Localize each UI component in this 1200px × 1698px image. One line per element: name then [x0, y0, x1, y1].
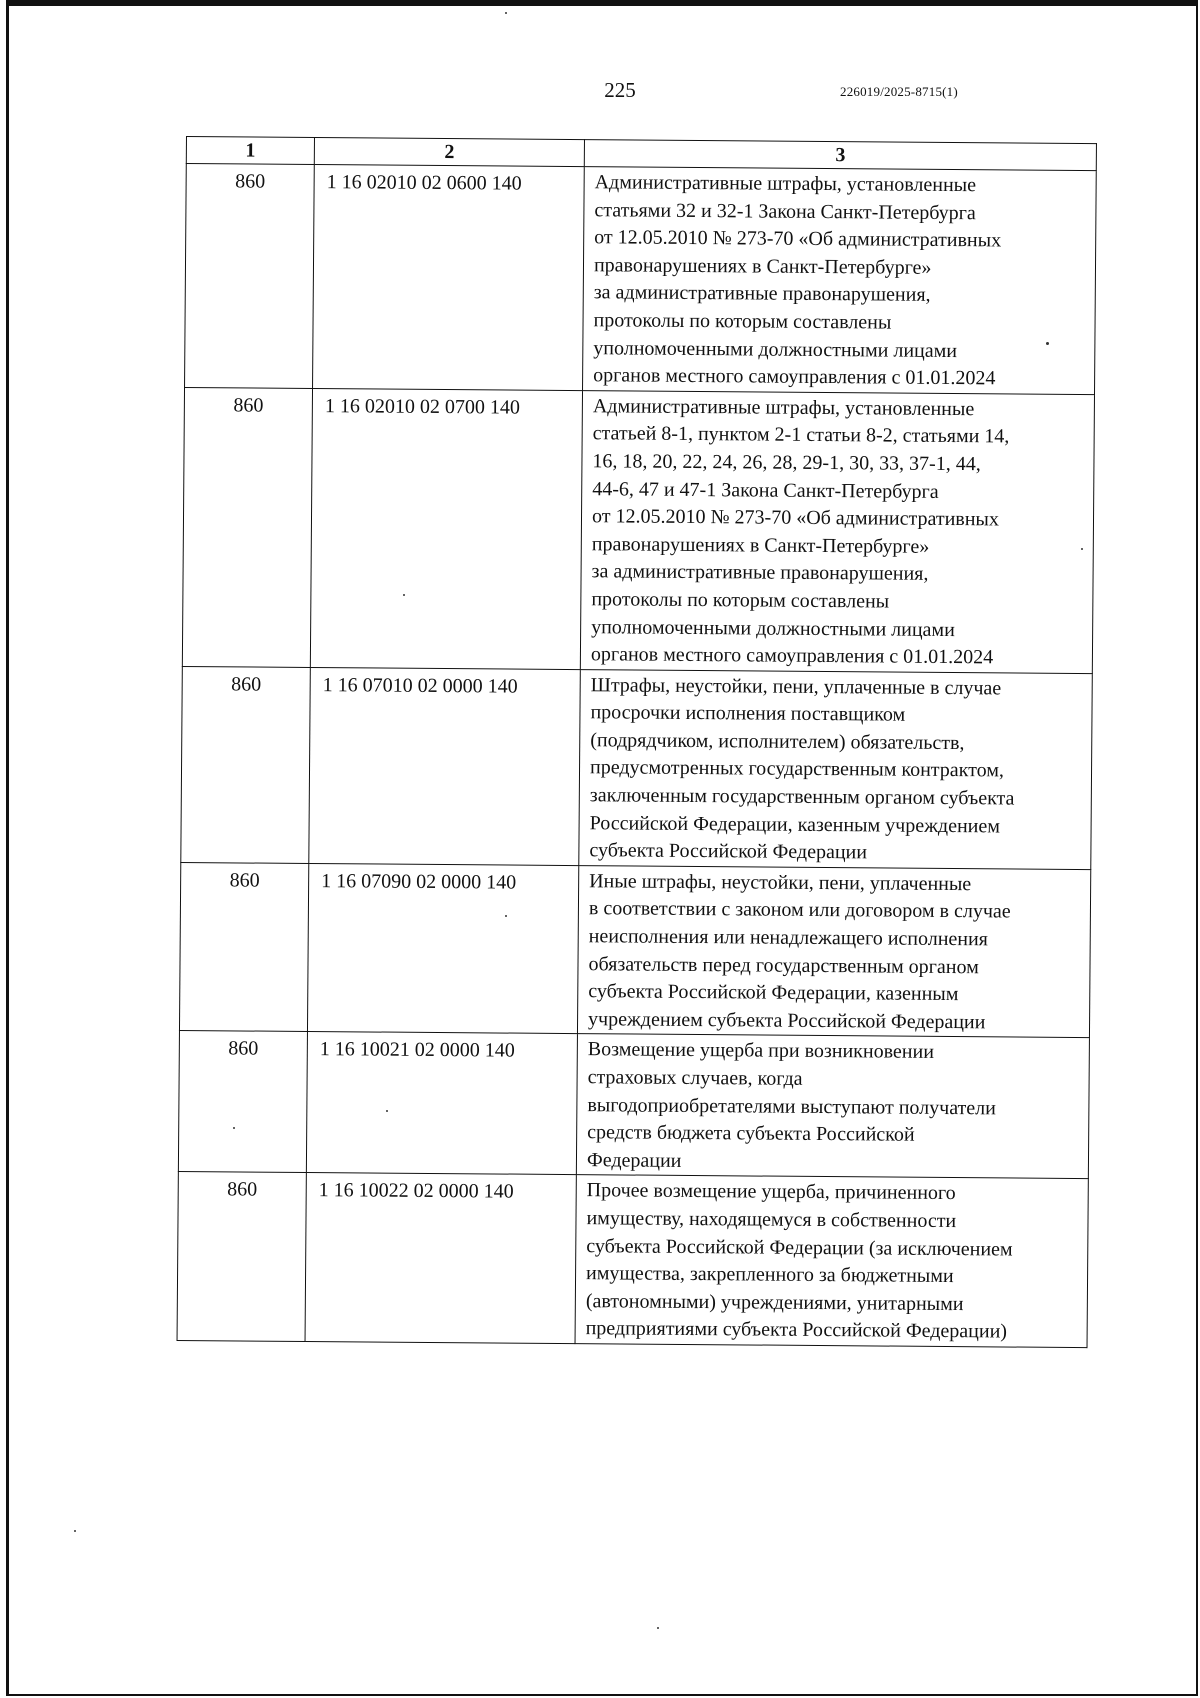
- budget-code-cell: 1 16 02010 02 0600 140: [313, 165, 585, 391]
- description-cell: [575, 1175, 1088, 1348]
- page-number: 225: [604, 78, 636, 102]
- description-line: органов местного самоуправления с 01.01.2024: [590, 643, 994, 669]
- description-line: протоколы по которым составлены: [593, 309, 892, 334]
- budget-code-cell: 1 16 07010 02 0000 140: [309, 667, 581, 865]
- description-cell: [576, 1034, 1089, 1179]
- column-header-1: 1: [186, 137, 314, 165]
- description-line: субъекта Российской Федерации (за исключением: [586, 1234, 1013, 1261]
- description-line: уполномоченными должностными лицами: [591, 615, 955, 641]
- scan-speck: [233, 1127, 235, 1129]
- scan-speck: [386, 1110, 388, 1112]
- description-line: субъекта Российской Федерации: [589, 839, 868, 864]
- description-line: в соответствии с законом или договором в случае: [588, 897, 1011, 923]
- description-line: Штрафы, неустойки, пени, уплаченные в случае: [590, 673, 1002, 700]
- description-line: Российской Федерации, казенным учреждением: [589, 811, 1001, 838]
- column-header-2: 2: [314, 138, 584, 167]
- description-line: Иные штрафы, неустойки, пени, уплаченные: [589, 870, 972, 896]
- description-line: за административные правонарушения,: [593, 281, 931, 307]
- description-line: учреждением субъекта Российской Федерации: [587, 1007, 986, 1034]
- admin-code-cell: 860: [181, 666, 311, 863]
- description-cell: [583, 167, 1097, 395]
- description-line: имущества, закрепленного за бюджетными: [585, 1262, 954, 1288]
- description-line: просрочки исполнения поставщиком: [590, 701, 906, 726]
- description-line: средств бюджета субъекта Российской: [587, 1121, 915, 1146]
- description-line: неисполнения или ненадлежащего исполнения: [588, 925, 989, 951]
- budget-code-cell: 1 16 10022 02 0000 140: [305, 1173, 576, 1344]
- description-cell: [580, 390, 1094, 673]
- description-line: Прочее возмещение ущерба, причиненного: [586, 1179, 956, 1205]
- document-reference: 226019/2025-8715(1): [840, 84, 958, 99]
- description-line: от 12.05.2010 № 273-70 «Об административных: [591, 505, 1000, 531]
- description-line: Административные штрафы, установленные: [594, 171, 977, 197]
- table-row: [181, 666, 1093, 869]
- description-line: предусмотренных государственным контрактом,: [589, 756, 1005, 782]
- description-line: 16, 18, 20, 22, 24, 26, 28, 29-1, 30, 33, 37-1, 44,: [592, 450, 981, 476]
- description-line: статьями 32 и 32-1 Закона Санкт-Петербурга: [594, 198, 976, 224]
- description-line: Возмещение ущерба при возникновении: [587, 1038, 935, 1064]
- description-line: за административные правонарушения,: [591, 560, 929, 586]
- table-row: [185, 164, 1097, 395]
- admin-code-cell: 860: [185, 164, 315, 389]
- column-header-3: 3: [584, 140, 1096, 171]
- description-line: обязательств перед государственным органом: [588, 952, 979, 978]
- description-line: 44-6, 47 и 47-1 Закона Санкт-Петербурга: [592, 477, 939, 503]
- description-line: выгодоприобретателями выступают получатели: [587, 1093, 996, 1119]
- admin-code-cell: 860: [177, 1172, 306, 1342]
- table-row: [182, 387, 1094, 673]
- description-line: (автономными) учреждениями, унитарными: [585, 1289, 964, 1315]
- scan-speck: [505, 12, 507, 14]
- description-line: предприятиями субъекта Российской Федерации): [585, 1317, 1008, 1343]
- description-cell: [577, 865, 1090, 1038]
- budget-code-cell: 1 16 07090 02 0000 140: [307, 863, 578, 1034]
- admin-code-cell: 860: [178, 1031, 307, 1173]
- budget-code-cell: 1 16 10021 02 0000 140: [306, 1032, 577, 1175]
- revenue-codes-table: [177, 136, 1097, 1348]
- description-line: от 12.05.2010 № 273-70 «Об административных: [594, 226, 1002, 252]
- table-row: [179, 862, 1090, 1038]
- description-line: правонарушениях в Санкт-Петербурге»: [591, 532, 930, 558]
- scan-speck: [1046, 342, 1049, 345]
- description-line: заключенным государственным органом субъекта: [589, 784, 1015, 810]
- description-line: имуществу, находящемуся в собственности: [586, 1207, 957, 1233]
- description-line: субъекта Российской Федерации, казенным: [588, 980, 959, 1006]
- description-line: протоколы по которым составлены: [591, 588, 890, 613]
- description-line: статьей 8-1, пунктом 2-1 статьи 8-2, статьями 14,: [592, 422, 1010, 448]
- table-row: [178, 1031, 1089, 1179]
- description-line: уполномоченными должностными лицами: [593, 336, 958, 362]
- admin-code-cell: 860: [182, 387, 312, 667]
- table-body: [177, 164, 1096, 1348]
- description-line: правонарушениях в Санкт-Петербурге»: [593, 253, 932, 279]
- scan-speck: [403, 594, 405, 596]
- scan-speck: [505, 915, 507, 917]
- description-line: Федерации: [586, 1148, 682, 1172]
- scan-speck: [657, 1627, 659, 1629]
- description-line: Административные штрафы, установленные: [592, 394, 975, 420]
- description-line: (подрядчиком, исполнителем) обязательств,: [590, 729, 965, 755]
- description-line: органов местного самоуправления с 01.01.2024: [593, 364, 996, 390]
- description-cell: [579, 669, 1093, 869]
- budget-code-cell: 1 16 02010 02 0700 140: [310, 388, 582, 669]
- scan-speck: [74, 1530, 76, 1532]
- scan-speck: [1081, 548, 1083, 550]
- table-row: [177, 1172, 1088, 1348]
- description-line: страховых случаев, когда: [587, 1066, 803, 1090]
- admin-code-cell: 860: [179, 862, 308, 1032]
